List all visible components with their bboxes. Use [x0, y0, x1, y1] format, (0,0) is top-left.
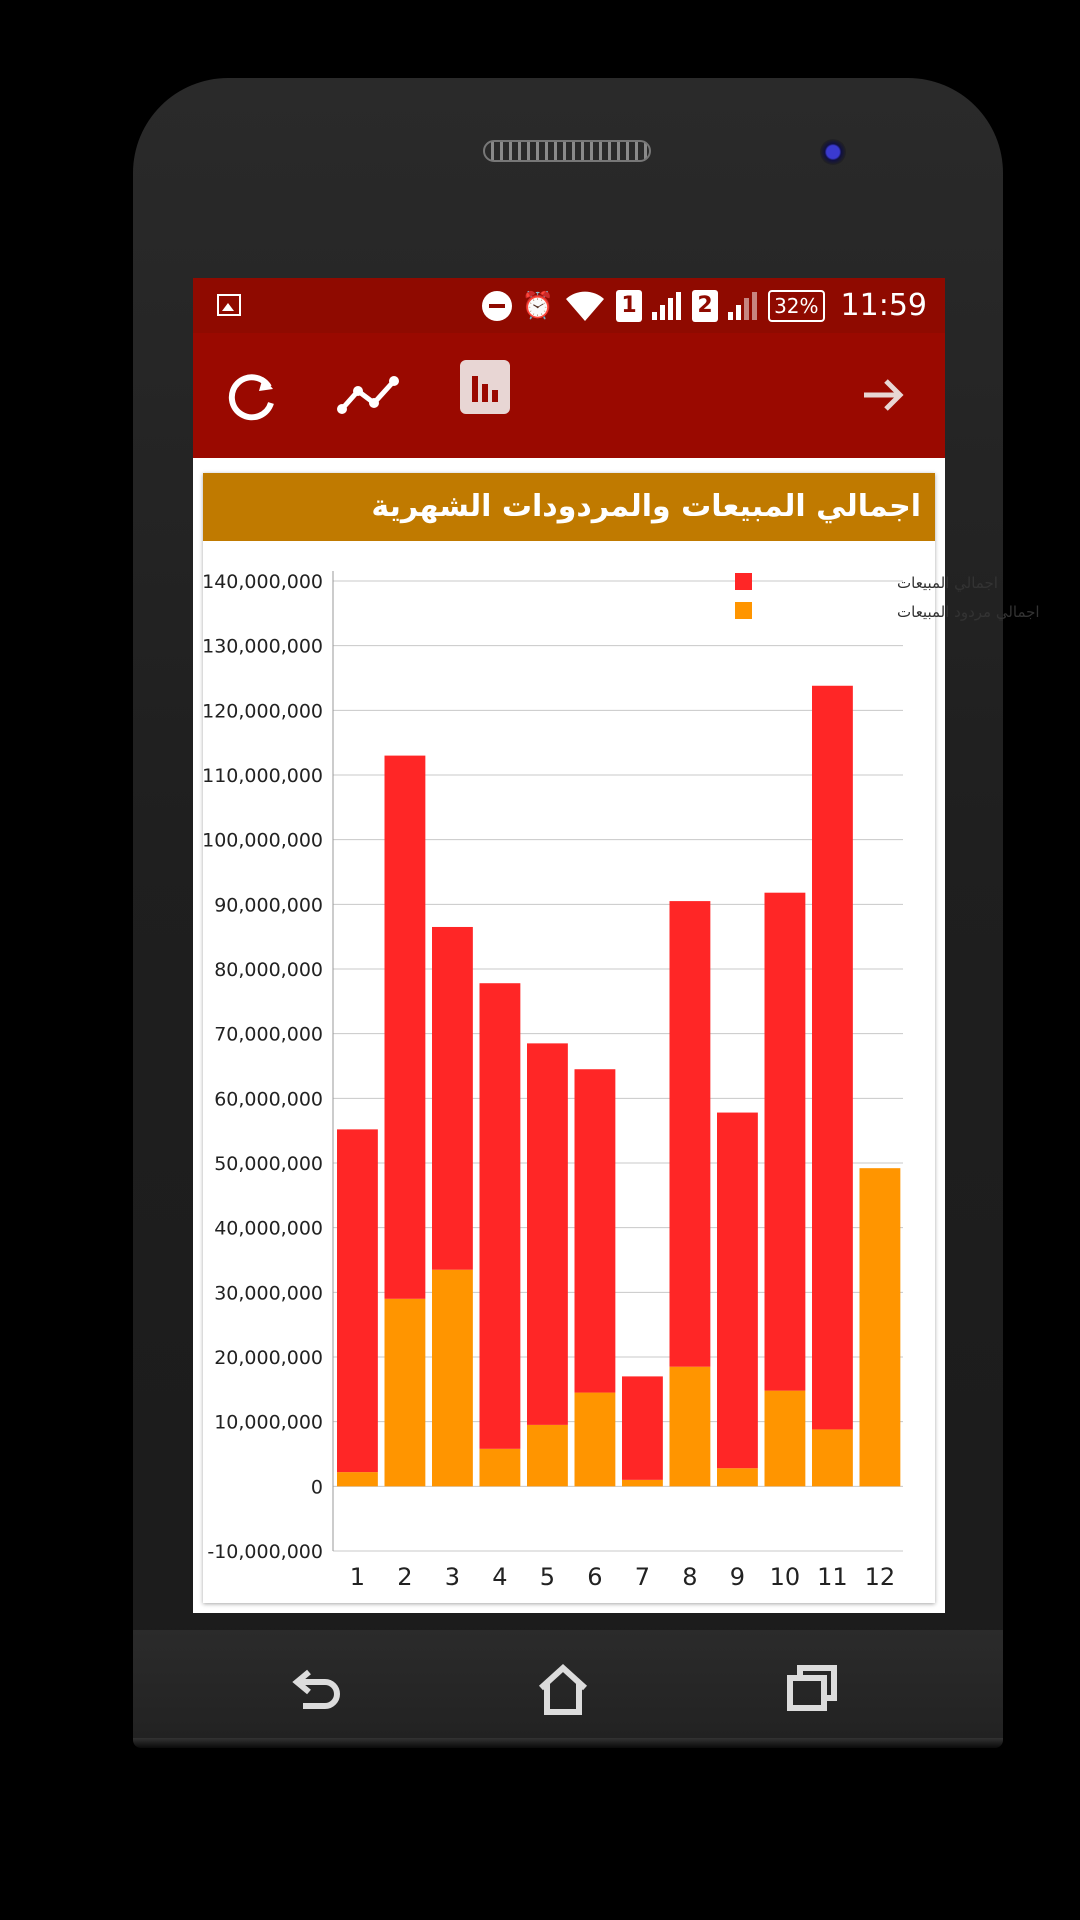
y-tick-label: -10,000,000	[207, 1541, 323, 1563]
y-tick-label: 140,000,000	[202, 571, 323, 593]
bar-sales	[337, 1129, 378, 1472]
bar-sales	[622, 1376, 663, 1479]
back-nav-button[interactable]	[275, 1660, 355, 1733]
y-tick-label: 90,000,000	[214, 894, 323, 917]
status-icons	[482, 278, 927, 333]
y-tick-label: 80,000,000	[214, 959, 323, 981]
x-tick-label: 4	[492, 1563, 508, 1591]
bar-returns	[812, 1429, 853, 1486]
back-button[interactable]	[853, 365, 913, 425]
legend-label: اجمالي المبيعات	[897, 574, 998, 592]
bar-chart-button[interactable]	[460, 360, 510, 414]
bar-sales	[385, 756, 426, 1299]
x-tick-label: 11	[817, 1563, 848, 1591]
gallery-notification-icon	[217, 294, 241, 316]
x-tick-label: 7	[634, 1563, 651, 1591]
refresh-button[interactable]	[223, 365, 283, 425]
bar-returns	[622, 1480, 663, 1486]
bar-returns	[765, 1391, 806, 1487]
bar-sales	[575, 1069, 616, 1392]
bar-returns	[480, 1449, 521, 1487]
y-tick-label: 50,000,000	[214, 1153, 323, 1175]
battery-icon: 32%	[768, 290, 824, 322]
card-title: اجمالي المبيعات والمردودات الشهرية	[203, 473, 935, 541]
y-tick-label: 10,000,000	[214, 1411, 323, 1434]
bar-sales	[527, 1043, 568, 1425]
y-tick-label: 70,000,000	[214, 1023, 323, 1046]
bar-returns	[717, 1468, 758, 1486]
legend-swatch	[735, 573, 752, 590]
y-tick-label: 20,000,000	[214, 1347, 323, 1369]
front-camera	[820, 139, 846, 165]
y-tick-label: 130,000,000	[202, 635, 323, 658]
back-nav-icon	[285, 1660, 345, 1720]
x-tick-label: 2	[397, 1563, 413, 1591]
do-not-disturb-icon	[482, 291, 512, 321]
bar-sales	[480, 983, 521, 1449]
signal1-icon	[652, 292, 682, 320]
bar-sales	[717, 1113, 758, 1469]
legend-label: اجمالي مردود المبيعات	[897, 603, 1040, 621]
x-tick-label: 1	[349, 1563, 366, 1591]
recents-nav-button[interactable]	[772, 1660, 852, 1733]
toolbar	[193, 333, 945, 458]
status-time: 11:59	[840, 288, 927, 323]
line-chart-button[interactable]	[336, 365, 396, 425]
phone-edge	[133, 1738, 1003, 1748]
legend-swatch	[735, 602, 752, 619]
x-tick-label: 9	[729, 1563, 746, 1591]
bar-sales	[812, 686, 853, 1430]
y-tick-label: 60,000,000	[214, 1088, 323, 1111]
chart-card	[202, 473, 1040, 1603]
y-tick-label: 100,000,000	[202, 829, 323, 852]
x-tick-label: 10	[769, 1563, 801, 1591]
bar-returns	[337, 1472, 378, 1486]
bar-returns	[527, 1425, 568, 1486]
bar-returns	[385, 1299, 426, 1487]
bar-returns	[860, 1168, 901, 1486]
y-tick-label: 30,000,000	[214, 1282, 323, 1305]
y-tick-label: 110,000,000	[202, 765, 323, 787]
x-tick-label: 12	[864, 1563, 896, 1591]
bar-returns	[670, 1367, 711, 1487]
bar-sales	[765, 893, 806, 1391]
status-bar	[193, 278, 945, 333]
signal2-icon	[728, 292, 758, 320]
line-chart-icon	[336, 365, 400, 425]
stacked-bar-chart	[202, 541, 1040, 1603]
speaker-grille	[483, 140, 651, 162]
bar-sales	[432, 927, 473, 1270]
wifi-icon	[564, 289, 606, 323]
alarm-icon: ⏰	[521, 290, 555, 321]
y-tick-label: 40,000,000	[214, 1217, 323, 1240]
y-tick-label: 0	[310, 1476, 323, 1499]
bar-returns	[432, 1270, 473, 1487]
bar-chart-icon	[460, 360, 510, 414]
screen	[193, 278, 1040, 1613]
bar-returns	[575, 1393, 616, 1487]
x-tick-label: 5	[539, 1563, 556, 1591]
x-tick-label: 8	[682, 1563, 698, 1591]
sim1-icon: 1	[616, 290, 642, 322]
refresh-icon	[223, 365, 283, 425]
y-tick-label: 120,000,000	[202, 700, 323, 723]
x-tick-label: 3	[444, 1563, 461, 1591]
arrow-right-icon	[858, 365, 908, 425]
sim2-icon: 2	[692, 290, 718, 322]
x-tick-label: 6	[587, 1563, 603, 1591]
home-nav-button[interactable]	[523, 1660, 603, 1733]
home-nav-icon	[533, 1660, 593, 1720]
recents-nav-icon	[782, 1660, 842, 1720]
bar-sales	[670, 901, 711, 1367]
